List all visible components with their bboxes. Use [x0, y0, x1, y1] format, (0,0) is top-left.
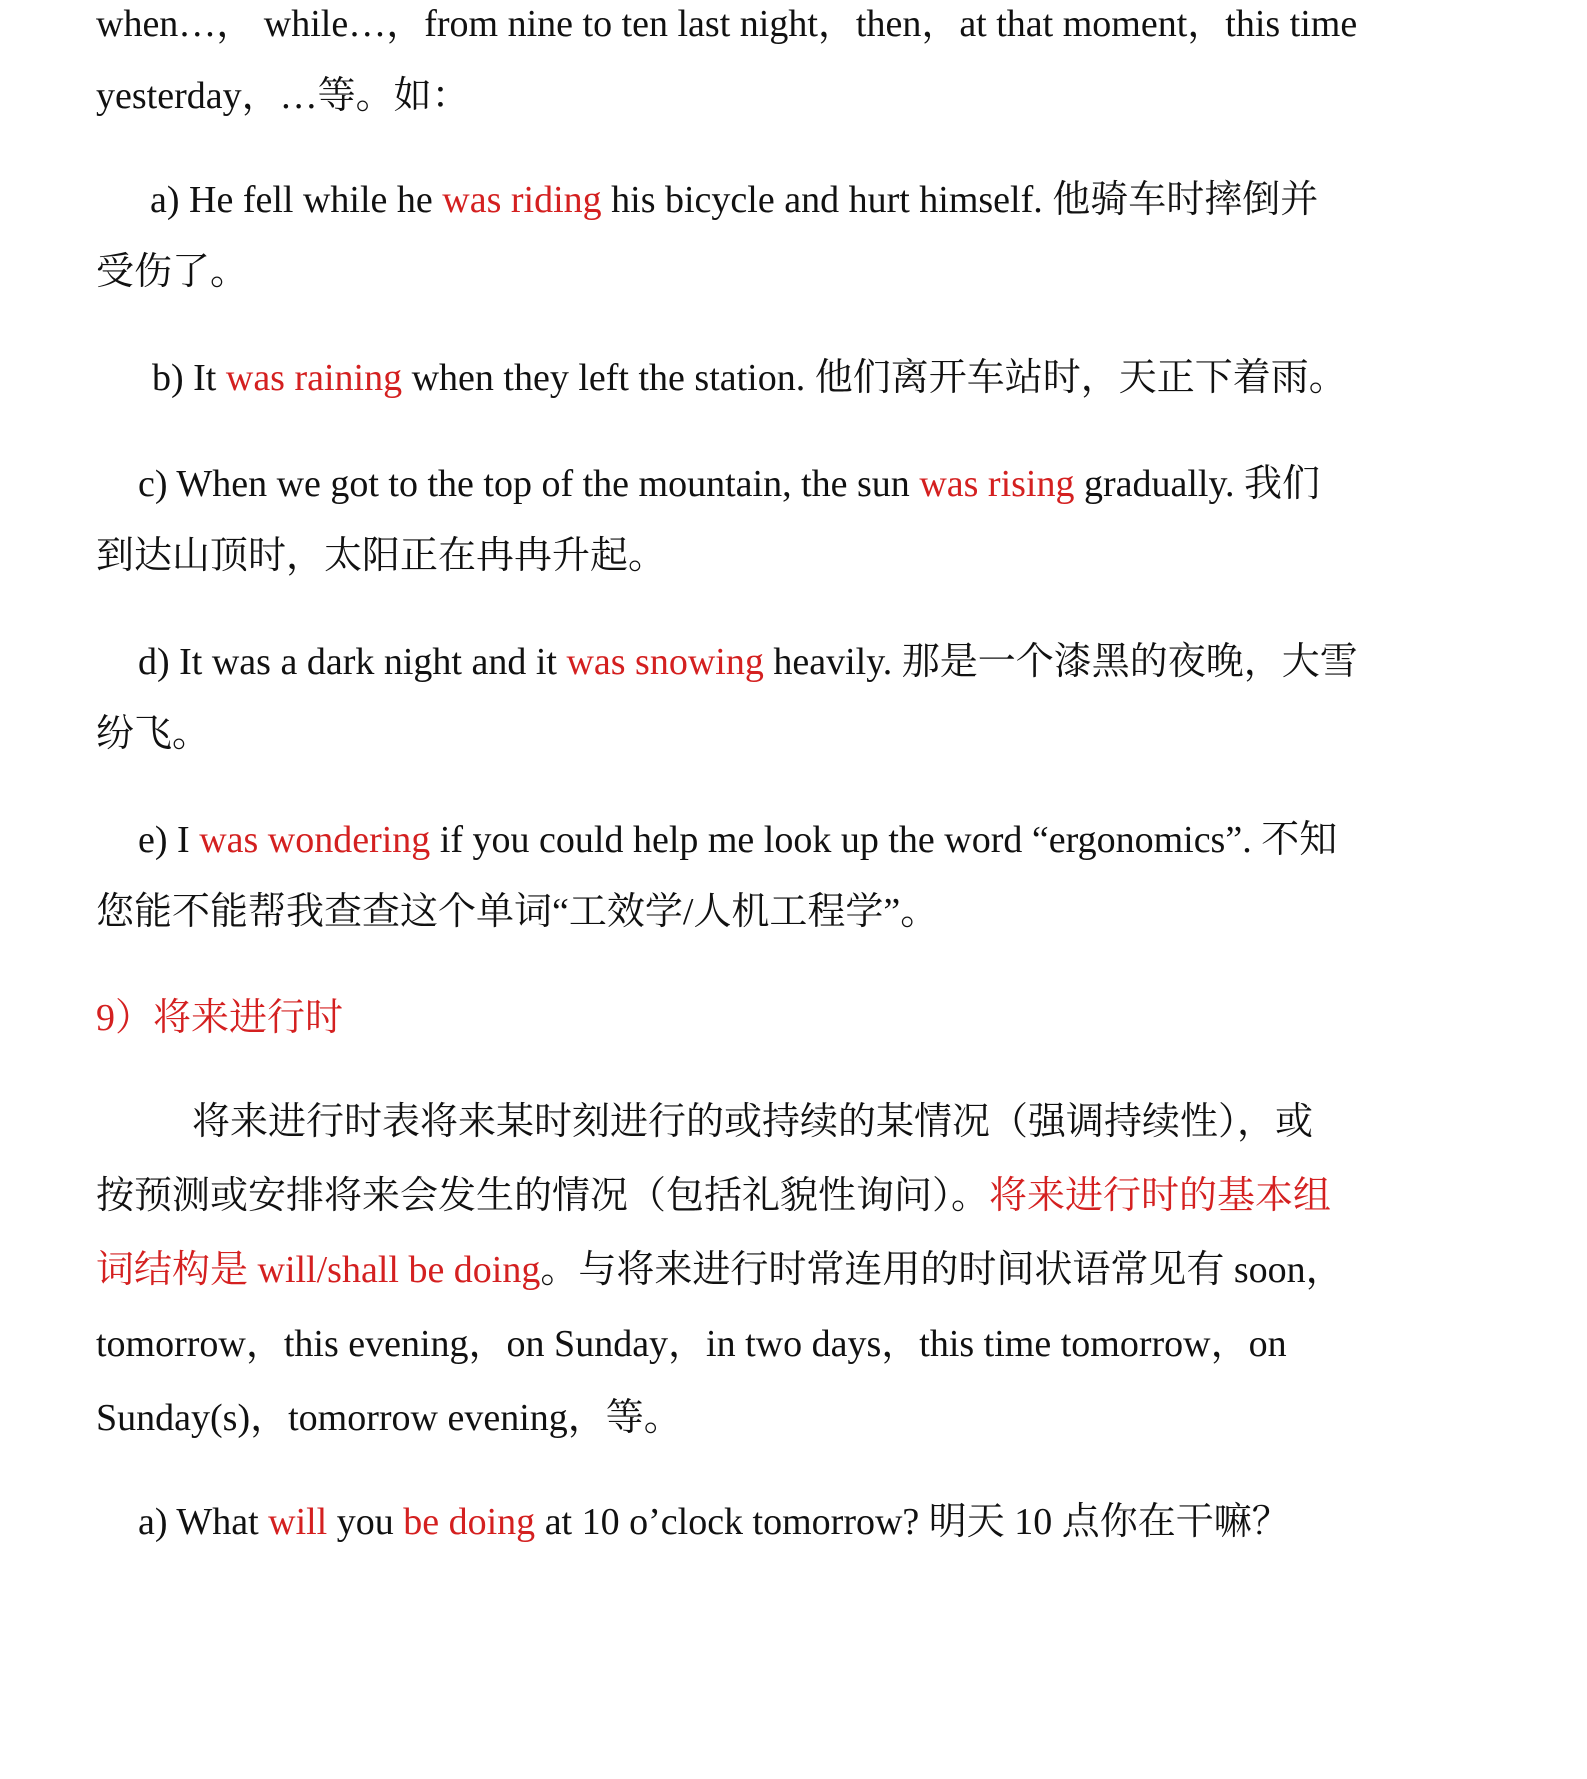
example-c-continuation: 到达山顶时，太阳正在冉冉升起。 — [96, 535, 667, 577]
example-c-line: c) When we got to the top of the mountain, the sun was rising gradually. 我们 — [138, 463, 1321, 505]
example-d-line: d) It was a dark night and it was snowing heavily. 那是一个漆黑的夜晚，大雪 — [138, 641, 1358, 683]
paragraph-line-3: 词结构是 will/shall be doing。与将来进行时常连用的时间状语常见有 soon， — [96, 1249, 1344, 1291]
intro-line-2: yesterday，…等。如： — [96, 75, 470, 117]
paragraph-line-1: 将来进行时表将来某时刻进行的或持续的某情况（强调持续性），或 — [192, 1101, 1314, 1143]
example-e-line: e) I was wondering if you could help me look up the word “ergonomics”. 不知 — [138, 819, 1338, 861]
example-b-line: b) It was raining when they left the station. 他们离开车站时，天正下着雨。 — [152, 357, 1347, 399]
highlight-verb: be doing — [403, 1501, 536, 1543]
highlight-verb: was snowing — [566, 641, 764, 683]
example-e-continuation: 您能不能帮我查查这个单词“工效学/人机工程学”。 — [96, 891, 939, 933]
highlight-verb: was riding — [442, 179, 602, 221]
intro-line-1: when…， while…，from nine to ten last night，then，at that moment，this time — [96, 3, 1358, 45]
section-heading: 9）将来进行时 — [96, 997, 344, 1039]
paragraph-line-4: tomorrow，this evening，on Sunday，in two days，this time tomorrow，on — [96, 1323, 1287, 1365]
highlight-structure: 词结构是 will/shall be doing — [96, 1249, 541, 1291]
highlight-verb: was raining — [225, 357, 403, 399]
example-a-continuation: 受伤了。 — [96, 251, 249, 293]
example-a-line: a) He fell while he was riding his bicycle and hurt himself. 他骑车时摔倒并 — [150, 179, 1319, 221]
paragraph-line-2: 按预测或安排将来会发生的情况（包括礼貌性询问）。将来进行时的基本组 — [96, 1175, 1332, 1217]
paragraph-line-5: Sunday(s)，tomorrow evening，等。 — [96, 1397, 682, 1439]
highlight-structure: 将来进行时的基本组 — [989, 1175, 1332, 1217]
highlight-verb: was wondering — [199, 819, 431, 861]
highlight-verb: will — [268, 1501, 328, 1543]
highlight-verb: was rising — [919, 463, 1075, 505]
future-example-a-line: a) What will you be doing at 10 o’clock tomorrow? 明天 10 点你在干嘛？ — [138, 1501, 1290, 1543]
example-d-continuation: 纷飞。 — [96, 713, 211, 755]
